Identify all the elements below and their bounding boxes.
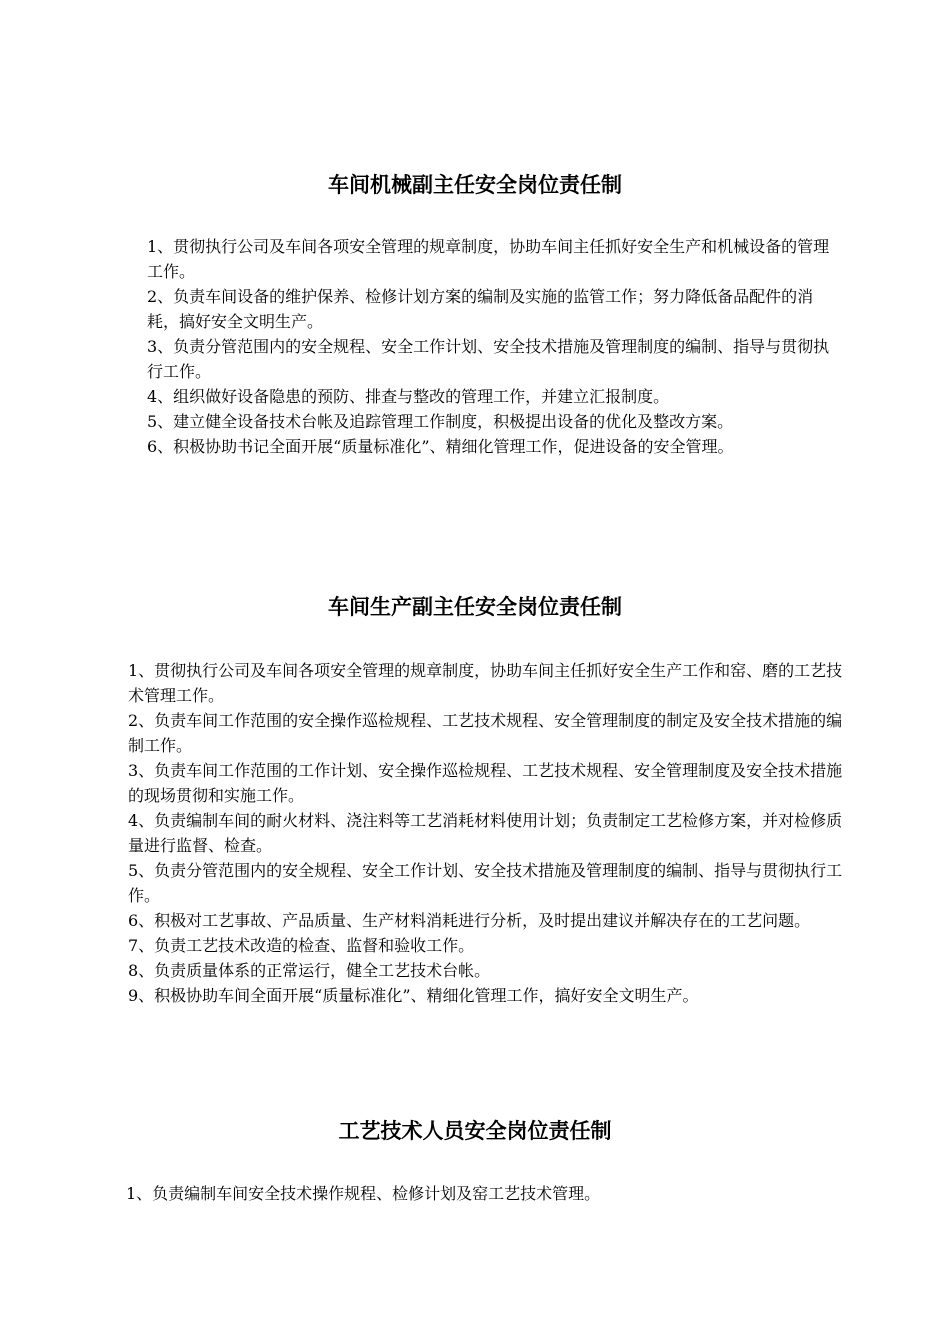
list-item: 4、组织做好设备隐患的预防、排查与整改的管理工作，并建立汇报制度。 bbox=[147, 387, 670, 406]
list-item: 5、负责分管范围内的安全规程、安全工作计划、安全技术措施及管理制度的编制、指导与贯彻执行工作。 bbox=[128, 861, 843, 905]
list-item: 7、负责工艺技术改造的检查、监督和验收工作。 bbox=[128, 936, 475, 955]
section-title-process-technician: 工艺技术人员安全岗位责任制 bbox=[338, 1119, 612, 1143]
list-item: 1、负责编制车间安全技术操作规程、检修计划及窑工艺技术管理。 bbox=[126, 1184, 601, 1203]
list-item: 3、负责分管范围内的安全规程、安全工作计划、安全技术措施及管理制度的编制、指导与贯彻执行工作。 bbox=[147, 337, 830, 381]
list-item: 2、负责车间工作范围的安全操作巡检规程、工艺技术规程、安全管理制度的制定及安全技术措施的编制工作。 bbox=[128, 711, 843, 755]
list-item: 5、建立健全设备技术台帐及追踪管理工作制度，积极提出设备的优化及整改方案。 bbox=[147, 412, 734, 431]
section-title-production-deputy: 车间生产副主任安全岗位责任制 bbox=[328, 595, 622, 619]
section-list-production-deputy bbox=[128, 658, 848, 1008]
list-item: 2、负责车间设备的维护保养、检修计划方案的编制及实施的监管工作；努力降低备品配件的消耗，搞好安全文明生产。 bbox=[147, 287, 814, 331]
list-item: 6、积极对工艺事故、产品质量、生产材料消耗进行分析，及时提出建议并解决存在的工艺问题。 bbox=[128, 911, 811, 930]
section-list-mechanical-deputy bbox=[147, 234, 837, 459]
list-item: 8、负责质量体系的正常运行，健全工艺技术台帐。 bbox=[128, 961, 491, 980]
section-list-process-technician bbox=[126, 1181, 846, 1206]
list-item: 3、负责车间工作范围的工作计划、安全操作巡检规程、工艺技术规程、安全管理制度及安全技术措施的现场贯彻和实施工作。 bbox=[128, 761, 843, 805]
list-item: 6、积极协助书记全面开展“质量标准化”、精细化管理工作，促进设备的安全管理。 bbox=[147, 437, 734, 456]
list-item: 9、积极协助车间全面开展“质量标准化”、精细化管理工作，搞好安全文明生产。 bbox=[128, 986, 699, 1005]
list-item: 4、负责编制车间的耐火材料、浇注料等工艺消耗材料使用计划；负责制定工艺检修方案，并对检修质量进行监督、检查。 bbox=[128, 811, 843, 855]
section-title-mechanical-deputy: 车间机械副主任安全岗位责任制 bbox=[328, 173, 622, 197]
list-item: 1、贯彻执行公司及车间各项安全管理的规章制度，协助车间主任抓好安全生产和机械设备的管理工作。 bbox=[147, 237, 830, 281]
list-item: 1、贯彻执行公司及车间各项安全管理的规章制度，协助车间主任抓好安全生产工作和窑、磨的工艺技术管理工作。 bbox=[128, 661, 843, 705]
